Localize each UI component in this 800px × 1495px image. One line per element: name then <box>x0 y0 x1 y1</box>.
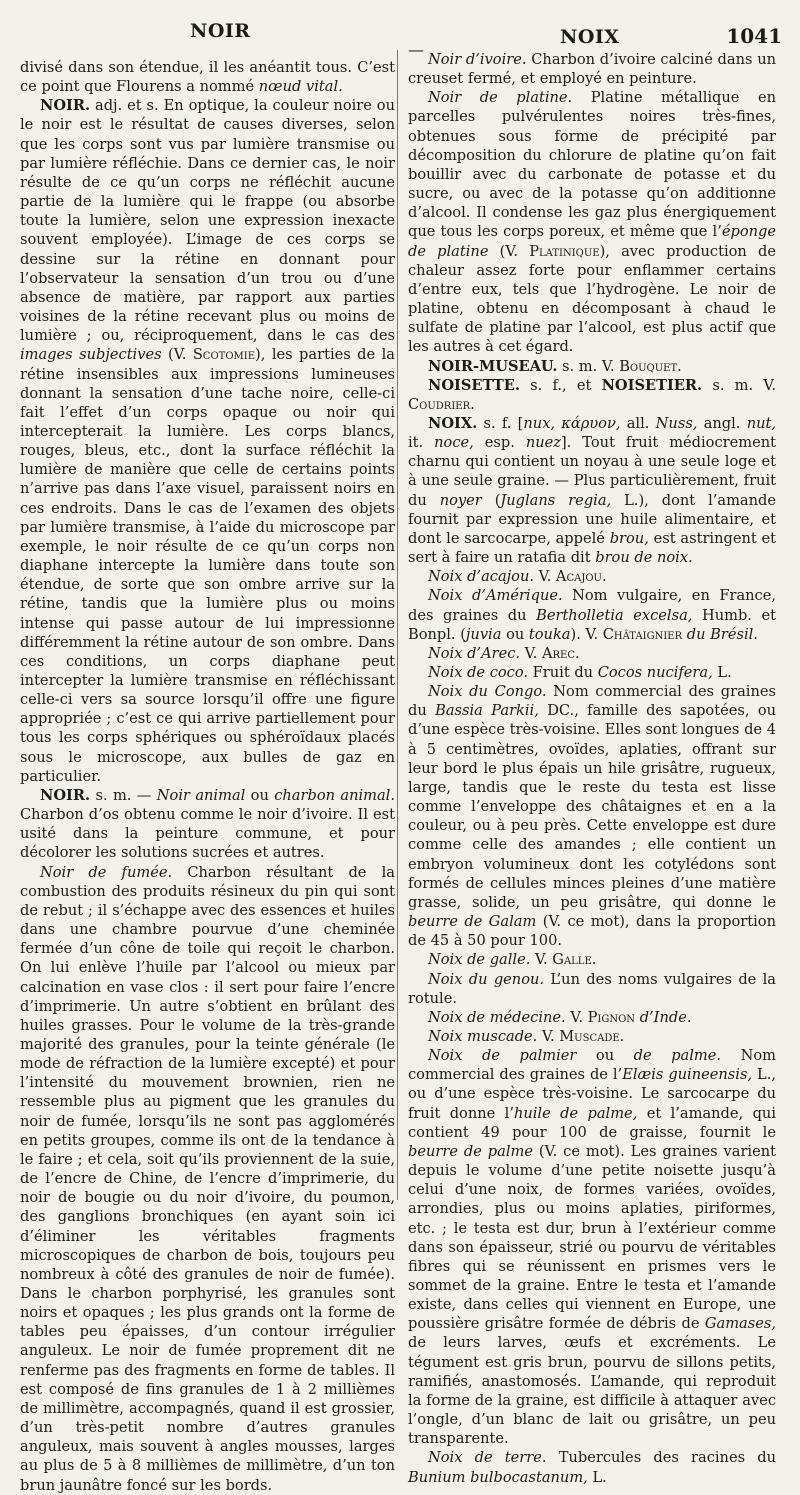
subentry-noix-de-terre: Noix de terre. Tubercules des racines du Bunium bulbocastanum, L. <box>408 1449 776 1486</box>
cross-reference: Platinique <box>529 242 600 260</box>
subentry-noix-du-genou: Noix du genou. L’un des noms vulgaires de la rotule. <box>408 970 776 1007</box>
cross-reference: Scotomie <box>192 346 256 364</box>
column-divider <box>397 50 398 1200</box>
subentry-term: Noix d’acajou. <box>428 568 534 586</box>
subentry-term: Noix muscade. <box>428 1027 538 1045</box>
subentry-term: Noix de galle. <box>428 951 531 969</box>
subentry-noix-d-arec: Noix d’Arec. V. Arec. <box>428 644 580 662</box>
header-dash: — <box>408 40 424 59</box>
subentry-noix-de-coco: Noix de coco. Fruit du Cocos nucifera, L. <box>428 664 732 681</box>
page-number: 1041 <box>726 24 782 48</box>
entry-headword: NOIR-MUSEAU. <box>428 357 558 375</box>
entry-headword: NOIX. <box>428 414 478 432</box>
cross-reference: Muscade. <box>559 1027 625 1045</box>
subentry-term: Noix de coco. <box>428 664 529 681</box>
entry-noisette: NOISETTE. s. f., et NOISETIER. s. m. V. Coudrier. <box>408 376 776 413</box>
subentry-term: Noir de fumée. <box>40 863 173 881</box>
running-head-left: NOIR <box>190 20 251 42</box>
cross-reference: Bouquet. <box>619 357 682 375</box>
entry-noir-museau: NOIR-MUSEAU. s. m. V. Bouquet. <box>428 357 682 375</box>
subentry-term: Noix du genou. <box>428 970 545 988</box>
entry-noir-adj: NOIR. adj. et s. En optique, la couleur noire ou le noir est le résultat de causes diverses, selon que les corps sont vus par lumière transmise ou par lumière réfléchie. Dans ce dernier cas, le noir résulte de ce qu’un corps ne réfléchit aucune partie de la lumière qui le frappe (ou absorbe toute la lumière, selon une expression inexacte souvent employée). L’image de ces corps se dessine sur la rétine en donnant pour l’observateur la sensation d’un trou ou d’une absence de matière, par rapport aux parties voisines de la rétine recevant plus ou moins de lumière ; ou, réciproquement, dans le cas des images subjectives (V. Scotomie), les parties de la rétine insensibles aux impressions lumineuses donnant la sensation d’une tache noire, celle-ci fait l’effet d’un corps opaque ou noir qui intercepterait la lumière. Les corps blancs, rouges, bleus, etc., dont la surface réfléchit la lumière de manière que celle de certains points n’arrive pas dans l’axe visuel, paraissent noirs en ces endroits. Dans le cas de l’examen des objets par lumière transmise, à l’aide du microscope par exemple, le noir résulte de ce qu’un corps non diaphane intercepte la lumière dans toute son étendue, de sorte que son ombre arrive sur la rétine, tandis que la lumière plus ou moins intense qui passe autour de lui impressionne différemment la rétine autour de son ombre. Dans ces conditions, un corps diaphane peut intercepter la lumière transmise en réfléchissant celle-ci vers sa source lorsqu’il offre une figure appropriée ; c’est ce qui arrive partiellement pour tous les corps sphériques ou sphéroïdaux placés sous le microscope, aux bulles de gaz en particulier. <box>20 97 395 785</box>
subentry-term: Noix de terre. <box>428 1449 547 1467</box>
subentry-noix-d-amerique: Noix d’Amérique. Nom vulgaire, en France, des graines du Bertholletia excelsa, Humb. et Bonpl. (juvia ou touka). V. Châtaignier du Brésil. <box>408 587 777 643</box>
subentry-term: Noix d’Arec. <box>428 644 521 662</box>
subentry-noir-de-fumee: Noir de fumée. Charbon résultant de la combustion des produits résineux du pin qui sont de rebut ; il s’échappe avec des essences et huiles dans une chambre pourvue d’une cheminée fermée d’un cône de toile qui reçoit le charbon. On lui enlève l’huile par l’alcool ou mieux par calcination en vase clos : il sert pour faire l’encre d’imprimerie. Un autre s’obtient en brûlant des huiles grasses. Pour le volume de la très-grande majorité des granules, pour la teinte générale (le mode de réfraction de la lumière excepté) et pour l’intensité du mouvement brownien, rien ne ressemble plus au pigment que les granules du noir de fumée, lorsqu’ils ne sont pas agglomérés en petits groupes, comme ils ont de la tendance à le faire ; et cela, soit qu’ils proviennent de la suie, de l’encre de Chine, de l’encre d’imprimerie, du noir de bougie ou du noir d’ivoire, du poumon, des ganglions bronchiques (en ayant soin ici d’éliminer les véritables fragments microscopiques de charbon de bois, toujours peu nombreux à côté des granules de noir de fumée). Dans le charbon porphyrisé, les granules sont noirs et opaques ; les plus grands ont la forme de tables peu épaisses, d’un contour irrégulier anguleux. Le noir de fumée proprement dit ne renferme pas des fragments en forme de tables. Il est composé de fins granules de 1 à 2 millièmes de millimètre, accompagnés, quand il est grossier, d’un très-petit nombre d’autres granules anguleux, mais souvent à angles mousses, larges au plus de 5 à 8 millièmes de millimètre, d’un ton brun jaunâtre foncé sur les bords. <box>20 863 396 1494</box>
right-column <box>408 50 776 1487</box>
entry-headword: NOIR. <box>40 786 91 804</box>
entry-noix: NOIX. s. f. [nux, κάρυον, all. Nuss, angl. nut, it. noce, esp. nuez]. Tout fruit médiocrement charnu qui contient un noyau à une seule loge et à une seule graine. — Plus particulièrement, fruit du noyer (Juglans regia, L.), dont l’amande fournit par expression une huile alimentaire, et dont le sarcocarpe, appelé brou, est astringent et sert à faire un ratafia dit brou de noix. <box>408 414 777 567</box>
subentry-term: Noir de platine. <box>428 89 573 107</box>
subentry-noix-de-galle: Noix de galle. V. Galle. <box>428 951 597 969</box>
running-head-right: NOIX <box>560 26 620 48</box>
cross-reference: Acajou. <box>555 568 607 586</box>
subentry-noix-du-congo: Noix du Congo. Nom commercial des graines du Bassia Parkii, DC., famille des sapotées, ou d’une espèce très-voisine. Elles sont longues de 4 à 5 centimètres, ovoïdes, aplaties, offrant sur leur bord le plus épais un hile grisâtre, rugueux, large, tandis que le reste du testa est lisse comme l’enveloppe des châtaignes et en a la couleur, ou à peu près. Cette enveloppe est dure comme celle des amandes ; elle contient un embryon volumineux dont les cotylédons sont formés de cellules minces pleines d’une matière grasse, solide, un peu grisâtre, qui donne le beurre de Galam (V. ce mot), dans la proportion de 45 à 50 pour 100. <box>408 683 777 950</box>
subentry-noix-de-palmier: Noix de palmier ou de palme. Nom commercial des graines de l’Elæis guineensis, L., ou d’une espèce très-voisine. Le sarcocarpe du fruit donne l’huile de palme, et l’amande, qui contient 49 pour 100 de graisse, fournit le beurre de palme (V. ce mot). Les graines varient depuis le volume d’une petite noisette jusqu’à celui d’une noix, de formes variées, ovoïdes, arrondies, plus ou moins aplaties, piriformes, etc. ; le testa est dur, brun à l’extérieur comme dans son épaisseur, strié ou pourvu de véritables fibres qui se réunissent en prismes vers le sommet de la graine. Entre le testa et l’amande existe, dans celles qui viennent en Europe, une poussière grisâtre formée de débris de Gamases, de leurs larves, œufs et excréments. Le tégument est gris brun, pourvu de sillons petits, ramifiés, anastomosés. L’amande, qui reproduit la forme de la graine, est difficile à attaquer avec l’ongle, d’un blanc de lait ou grisâtre, un peu transparente. <box>408 1047 777 1448</box>
cross-reference: Galle. <box>552 951 597 969</box>
entry-noir-noun: NOIR. s. m. — Noir animal ou charbon animal. Charbon d’os obtenu comme le noir d’ivoire. Il est usité dans la peinture commune, et pour décolorer les solutions sucrées et autres. <box>20 786 395 862</box>
paragraph-continuation: divisé dans son étendue, il les anéantit tous. C’est ce point que Flourens a nommé nœud vital. <box>20 59 395 96</box>
entry-headword: NOISETTE. <box>428 376 520 394</box>
cross-reference: Arec. <box>541 644 580 662</box>
subentry-term: Noix de médecine. <box>428 1008 566 1026</box>
subentry-noix-de-medecine: Noix de médecine. V. Pignon d’Inde. <box>428 1008 692 1026</box>
entry-headword: NOIR. <box>40 97 91 115</box>
cross-reference: Pignon <box>587 1008 636 1026</box>
subentry-term: Noix d’Amérique. <box>428 587 563 605</box>
subentry-noir-d-ivoire: Noir d’ivoire. Charbon d’ivoire calciné dans un creuset fermé, et employé en peinture. <box>408 51 777 88</box>
subentry-noix-d-acajou: Noix d’acajou. V. Acajou. <box>428 568 607 586</box>
page-header <box>0 0 800 59</box>
left-column <box>20 58 395 1495</box>
entry-headword: NOISETIER. <box>601 376 703 394</box>
subentry-noix-muscade: Noix muscade. V. Muscade. <box>428 1027 625 1045</box>
cross-reference: Coudrier. <box>408 395 475 413</box>
subentry-term: Noix du Congo. <box>428 683 547 701</box>
subentry-noir-de-platine: Noir de platine. Platine métallique en parcelles pulvérulentes noires très-fines, obtenues sous forme de précipité par décomposition du chlorure de platine qu’on fait bouillir avec du carbonate de potasse et du sucre, ou avec de la potasse qu’on additionne d’alcool. Il condense les gaz plus énergiquement que tous les corps poreux, et même que l’éponge de platine (V. Platinique), avec production de chaleur assez forte pour enflammer certains d’entre eux, tels que l’hydrogène. Le noir de platine, obtenu en décomposant à chaud le sulfate de platine par l’alcool, est plus actif que les autres à cet égard. <box>408 89 776 356</box>
subentry-term: Noir d’ivoire. <box>428 51 527 68</box>
cross-reference: Châtaignier <box>602 625 683 643</box>
subentry-term: Noix de palmier <box>428 1047 577 1065</box>
